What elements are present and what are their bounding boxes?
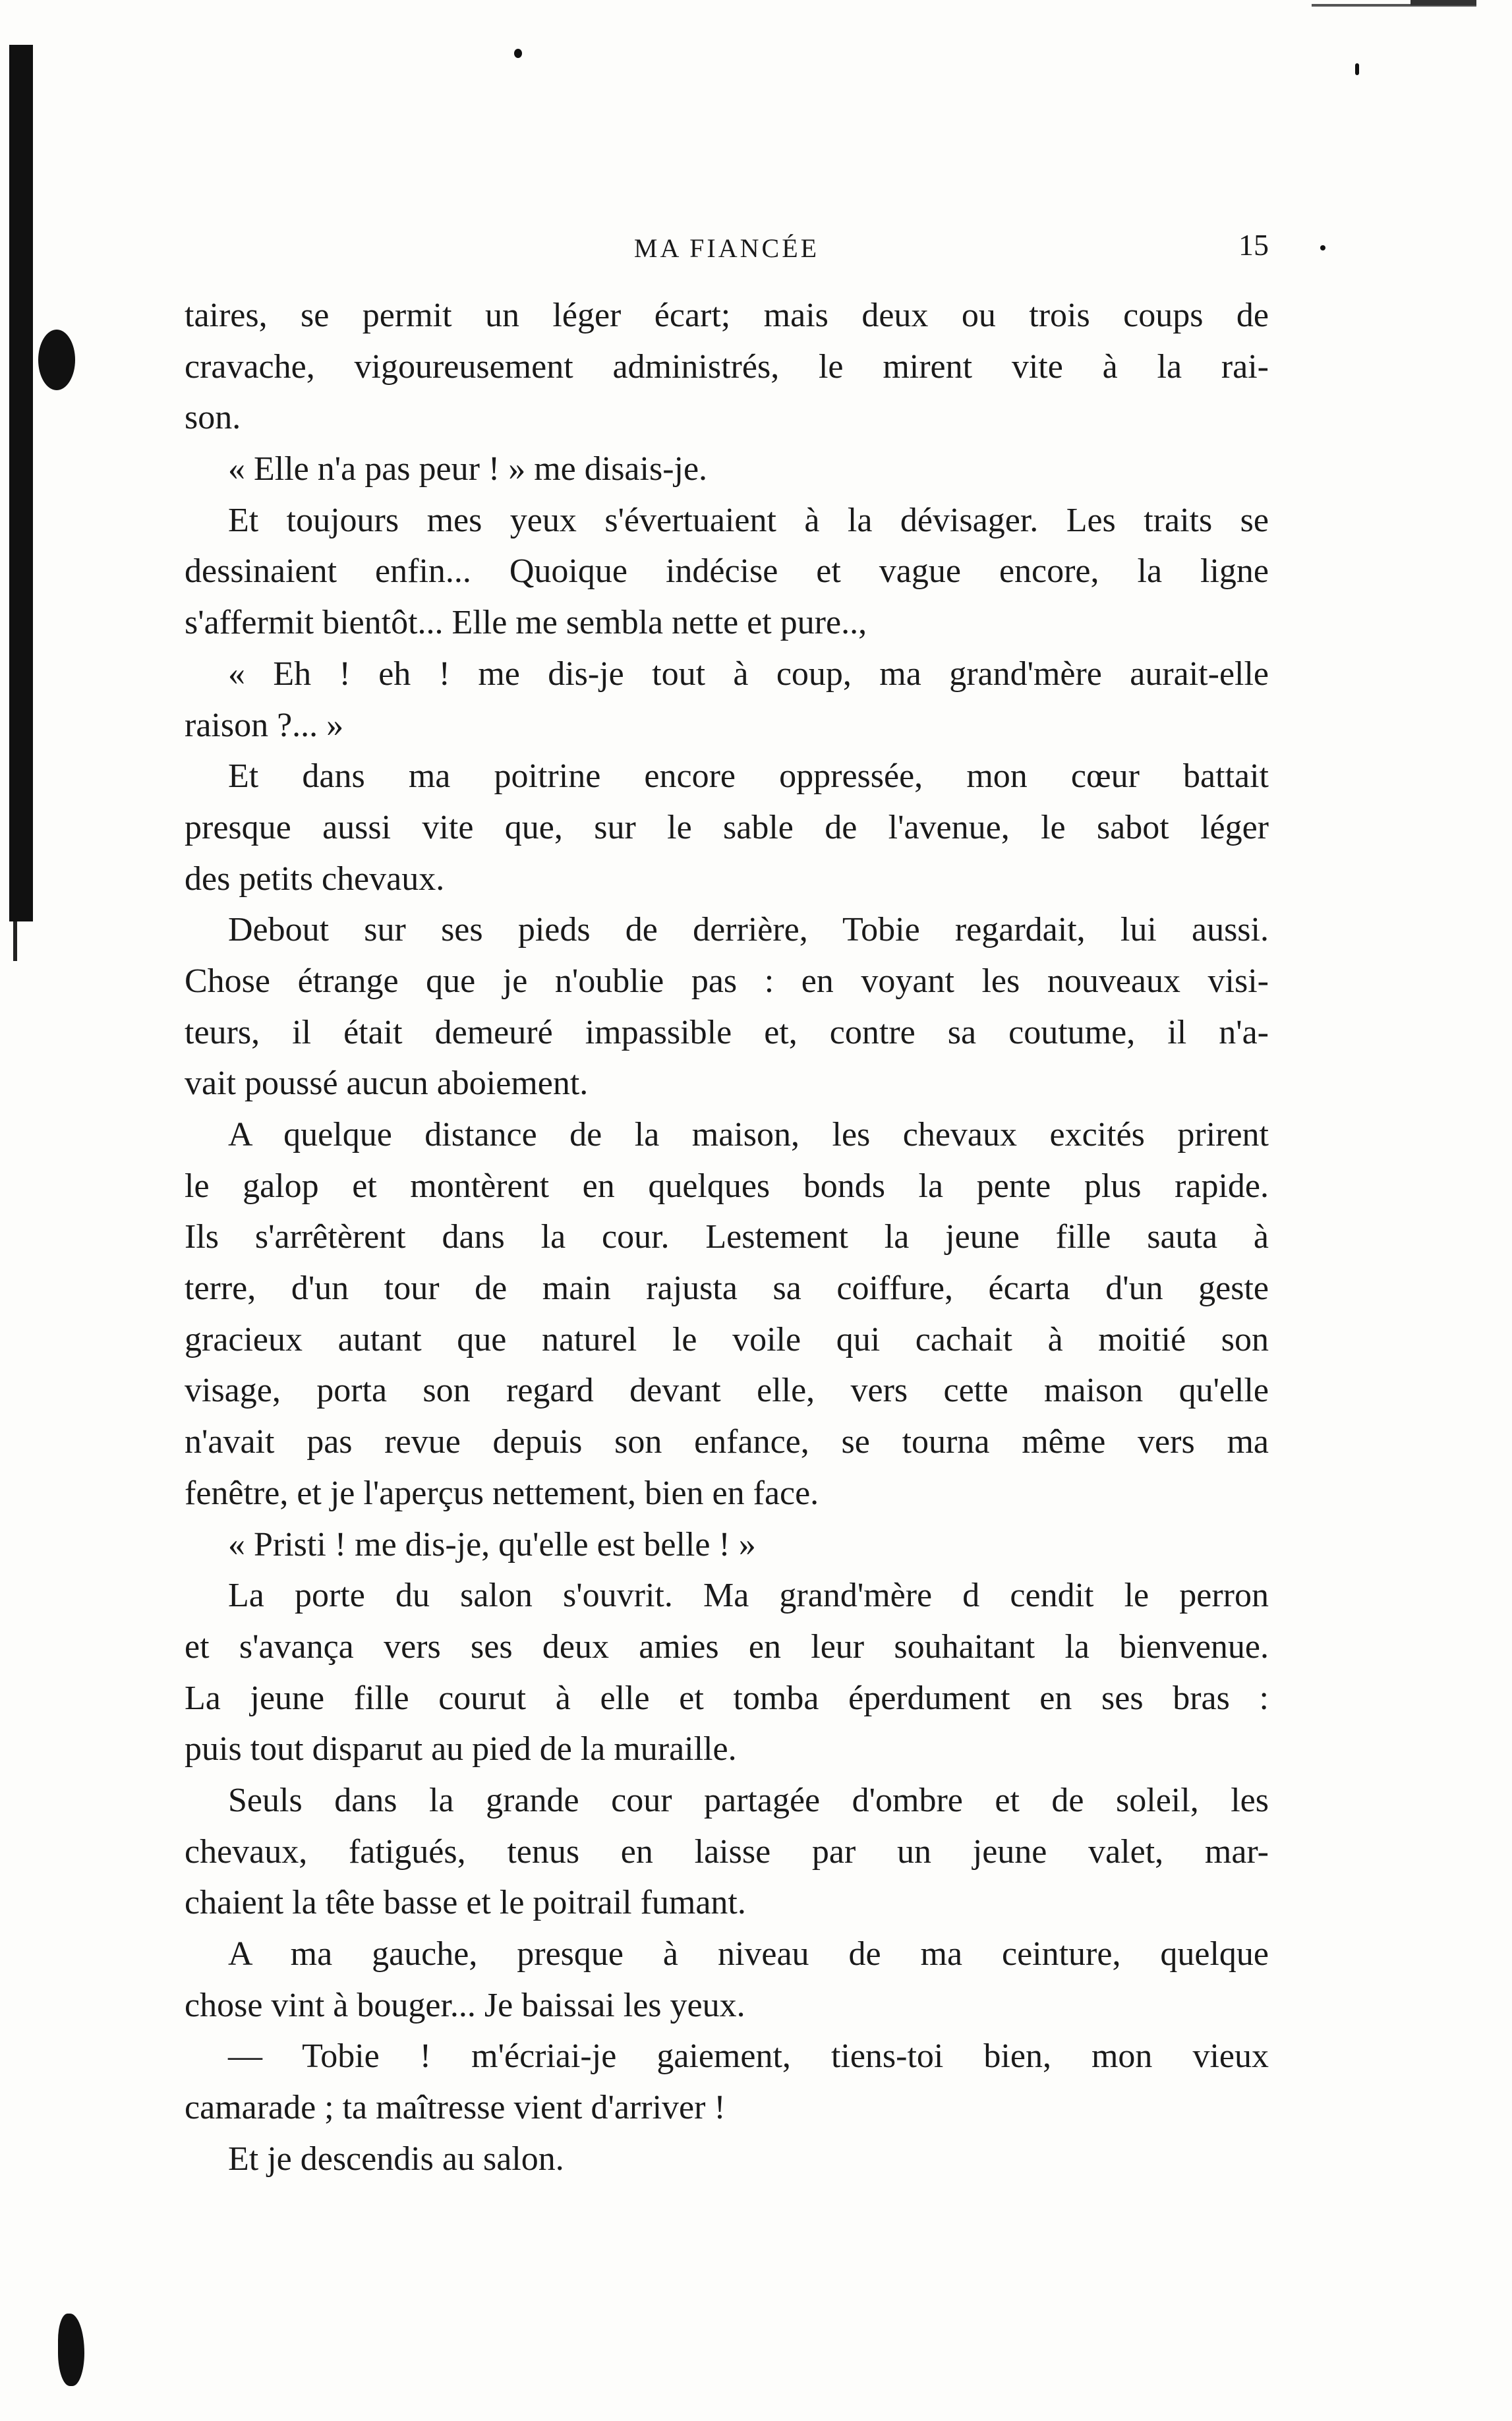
- ink-speck: [514, 49, 522, 58]
- text-line: presque aussi vite que, sur le sable de l'avenue, le sabot léger: [185, 808, 1269, 846]
- text-line: camarade ; ta maîtresse vient d'arriver !: [185, 2089, 726, 2127]
- text-line: Et je descendis au salon.: [228, 2140, 564, 2178]
- text-line: visage, porta son regard devant elle, vers cette maison qu'elle: [185, 1372, 1269, 1410]
- scan-binding-edge-tail: [13, 921, 17, 961]
- body-text: [185, 290, 1269, 2184]
- text-line: puis tout disparut au pied de la muraille.: [185, 1730, 737, 1768]
- text-line: le galop et montèrent en quelques bonds la pente plus rapide.: [185, 1167, 1269, 1205]
- text-line: Et toujours mes yeux s'évertuaient à la dévisager. Les traits se: [228, 501, 1269, 539]
- text-line: A quelque distance de la maison, les chevaux excités prirent: [228, 1116, 1269, 1153]
- text-line: Seuls dans la grande cour partagée d'ombre et de soleil, les: [228, 1781, 1269, 1819]
- text-line: dessinaient enfin... Quoique indécise et vague encore, la ligne: [185, 552, 1269, 591]
- text-line: gracieux autant que naturel le voile qui cachait à moitié son: [185, 1320, 1269, 1358]
- text-line: n'avait pas revue depuis son enfance, se tourna même vers ma: [185, 1423, 1269, 1461]
- text-line: Debout sur ses pieds de derrière, Tobie regardait, lui aussi.: [228, 911, 1269, 949]
- scan-top-mark: [1410, 0, 1476, 5]
- text-line: son.: [185, 399, 241, 437]
- page-number: 15: [1238, 228, 1269, 262]
- text-line: raison ?... »: [185, 706, 344, 744]
- running-header: [185, 227, 1269, 267]
- ink-speck: [1320, 245, 1325, 250]
- ink-blot: [58, 2314, 84, 2386]
- scan-binding-edge: [9, 45, 33, 921]
- ink-blot: [38, 330, 75, 390]
- text-line: cravache, vigoureusement administrés, le mirent vite à la rai-: [185, 347, 1269, 386]
- text-line: s'affermit bientôt... Elle me sembla nette et pure..,: [185, 604, 867, 642]
- running-title: MA FIANCÉE: [633, 233, 820, 263]
- text-line: Et dans ma poitrine encore oppressée, mon cœur battait: [228, 757, 1269, 796]
- text-line: teurs, il était demeuré impassible et, contre sa coutume, il n'a-: [185, 1013, 1269, 1051]
- text-line: et s'avança vers ses deux amies en leur souhaitant la bienvenue.: [185, 1627, 1269, 1666]
- text-line: vait poussé aucun aboiement.: [185, 1065, 589, 1103]
- text-line: Chose étrange que je n'oublie pas : en voyant les nouveaux visi-: [185, 962, 1269, 1000]
- text-line: « Elle n'a pas peur ! » me disais-je.: [228, 450, 708, 488]
- text-line: des petits chevaux.: [185, 860, 445, 898]
- text-line: fenêtre, et je l'aperçus nettement, bien en face.: [185, 1474, 819, 1512]
- text-line: chose vint à bouger... Je baissai les yeux.: [185, 1986, 745, 2024]
- text-line: chaient la tête basse et le poitrail fumant.: [185, 1884, 746, 1922]
- text-line: taires, se permit un léger écart; mais deux ou trois coups de: [185, 297, 1269, 334]
- text-line: chevaux, fatigués, tenus en laisse par un jeune valet, mar-: [185, 1832, 1269, 1871]
- text-line: La porte du salon s'ouvrit. Ma grand'mère d cendit le perron: [228, 1577, 1269, 1615]
- text-line: terre, d'un tour de main rajusta sa coiffure, écarta d'un geste: [185, 1269, 1269, 1308]
- text-line: « Eh ! eh ! me dis-je tout à coup, ma grand'mère aurait-elle: [228, 655, 1269, 693]
- text-line: — Tobie ! m'écriai-je gaiement, tiens-toi bien, mon vieux: [228, 2037, 1269, 2076]
- text-line: Ils s'arrêtèrent dans la cour. Lestement la jeune fille sauta à: [185, 1218, 1269, 1256]
- text-line: A ma gauche, presque à niveau de ma ceinture, quelque: [228, 1935, 1269, 1973]
- text-line: La jeune fille courut à elle et tomba éperdument en ses bras :: [185, 1679, 1269, 1717]
- text-line: « Pristi ! me dis-je, qu'elle est belle ! »: [228, 1525, 756, 1563]
- ink-speck: [1355, 63, 1359, 75]
